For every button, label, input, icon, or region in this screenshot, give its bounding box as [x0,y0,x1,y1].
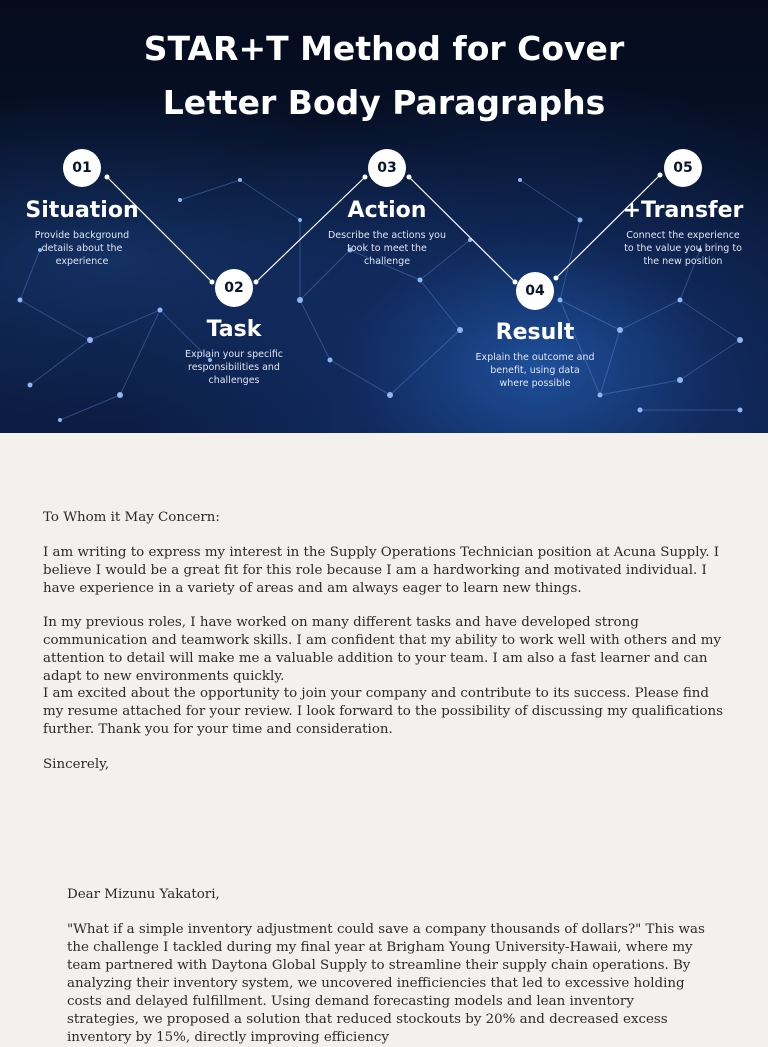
letter2-paragraph-1: "What if a simple inventory adjustment could save a company thousands of dollars?" This was the challenge I tackled during my final year at Brigham Young University-Hawaii, where my team partnered with Daytona Global Supply to streamline their supply chain operations. By analyzing their inventory system, we uncovered inefficiencies that led to excessive holding costs and delayed fulfillment. Using demand forecasting models and lean inventory strategies, we proposed a solution that reduced stockouts by 20% and decreased excess inventory by 15%, directly improving efficiency [67,922,705,1045]
step-desc-action: Describe the actions you took to meet the challenge [327,230,447,267]
step-number-05: 05 [664,149,702,187]
letter1-paragraph-3: I am excited about the opportunity to join your company and contribute to its success. Please find my resume attached for your review. I look forward to the possibility of discussing my qualifications further. Thank you for your time and consideration. [43,686,723,737]
step-number-04: 04 [516,272,554,310]
letter2-salutation: Dear Mizunu Yakatori, [67,887,220,902]
infographic-title [0,22,768,130]
step-name-task: Task [206,317,262,342]
star-t-infographic [0,0,768,433]
step-number-02: 02 [215,269,253,307]
step-desc-transfer: Connect the experience to the value you bring to the new position [624,230,742,267]
step-number-01: 01 [63,149,101,187]
step-desc-result: Explain the outcome and benefit, using data where possible [475,352,595,389]
step-name-transfer: +Transfer [622,198,744,223]
step-name-situation: Situation [25,198,139,223]
step-desc-situation: Provide background details about the experience [34,230,130,267]
letter1-closing: Sincerely, [43,757,110,772]
letter1-salutation: To Whom it May Concern: [43,510,220,525]
step-number-03: 03 [368,149,406,187]
letter1-paragraph-2: In my previous roles, I have worked on many different tasks and have developed strong communication and teamwork skills. I am confident that my ability to work well with others and my attention to detail will make me a valuable addition to your team. I am also a fast learner and can adapt to new environments quickly. [43,615,722,684]
step-name-result: Result [495,320,575,345]
step-desc-task: Explain your specific responsibilities and challenges [184,349,284,386]
title-line-1: STAR+T Method for Cover [143,29,625,68]
letter1-paragraph-1: I am writing to express my interest in the Supply Operations Technician position at Acuna Supply. I believe I would be a great fit for this role because I am a hardworking and motivated individual. I have experience in a variety of areas and am always eager to learn new things. [43,545,720,596]
title-line-2: Letter Body Paragraphs [162,83,606,122]
step-name-action: Action [347,198,427,223]
